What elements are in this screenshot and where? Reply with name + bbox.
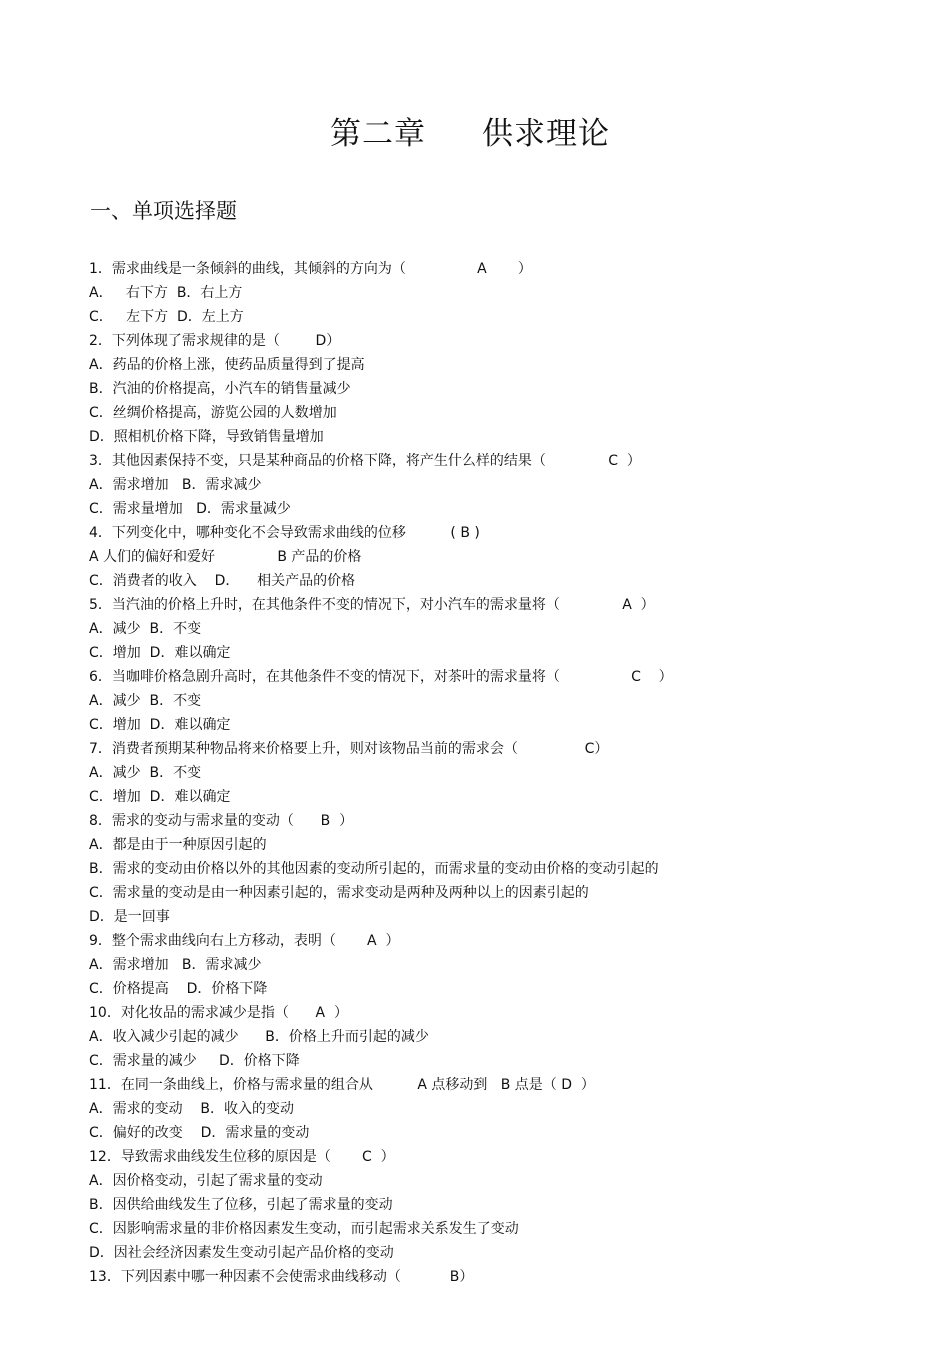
- question-line: A．收入减少引起的减少 B．价格上升而引起的减少: [89, 1029, 429, 1045]
- question-line: B．需求的变动由价格以外的其他因素的变动所引起的，而需求量的变动由价格的变动引起的: [89, 861, 659, 877]
- question-line: C．需求量的减少 D．价格下降: [89, 1053, 300, 1069]
- question-line: D．是一回事: [89, 909, 170, 925]
- question-line: A．减少 B．不变: [89, 765, 202, 781]
- question-line: 11．在同一条曲线上，价格与需求量的组合从 A 点移动到 B 点是（ D ）: [89, 1077, 595, 1093]
- question-line: A 人们的偏好和爱好 B 产品的价格: [89, 549, 362, 565]
- question-line: 8．需求的变动与需求量的变动（ B ）: [89, 813, 354, 829]
- question-line: 6．当咖啡价格急剧升高时，在其他条件不变的情况下，对茶叶的需求量将（ C ）: [89, 669, 673, 685]
- question-line: A．需求的变动 B．收入的变动: [89, 1101, 294, 1117]
- question-line: A．需求增加 B．需求减少: [89, 957, 262, 973]
- question-list: [89, 257, 909, 1289]
- question-line: C．需求量增加 D．需求量减少: [89, 501, 291, 517]
- question-line: 10．对化妆品的需求减少是指（ A ）: [89, 1005, 348, 1021]
- question-line: A． 右下方 B．右上方: [89, 285, 243, 301]
- question-line: A．都是由于一种原因引起的: [89, 837, 267, 853]
- chapter-name: 供求理论: [482, 116, 610, 152]
- question-line: 1．需求曲线是一条倾斜的曲线，其倾斜的方向为（ A ）: [89, 261, 532, 277]
- question-line: 9．整个需求曲线向右上方移动，表明（ A ）: [89, 933, 400, 949]
- question-line: 4．下列变化中，哪种变化不会导致需求曲线的位移 ( B ): [89, 525, 480, 541]
- chapter-number: 第二章: [330, 116, 426, 152]
- question-line: C．增加 D．难以确定: [89, 789, 231, 805]
- question-line: A．需求增加 B．需求减少: [89, 477, 262, 493]
- question-line: A．药品的价格上涨，使药品质量得到了提高: [89, 357, 365, 373]
- question-line: 13．下列因素中哪一种因素不会使需求曲线移动（ B）: [89, 1269, 474, 1285]
- question-line: C．偏好的改变 D．需求量的变动: [89, 1125, 310, 1141]
- section-heading: 一、单项选择题: [90, 199, 237, 223]
- question-line: 2．下列体现了需求规律的是（ D）: [89, 333, 341, 349]
- question-line: B．因供给曲线发生了位移，引起了需求量的变动: [89, 1197, 393, 1213]
- question-line: A．减少 B．不变: [89, 693, 202, 709]
- question-line: 12．导致需求曲线发生位移的原因是（ C ）: [89, 1149, 395, 1165]
- question-line: A．减少 B．不变: [89, 621, 202, 637]
- question-line: C．价格提高 D．价格下降: [89, 981, 268, 997]
- question-line: C．消费者的收入 D． 相关产品的价格: [89, 573, 356, 589]
- question-line: D．因社会经济因素发生变动引起产品价格的变动: [89, 1245, 394, 1261]
- question-line: C．丝绸价格提高，游览公园的人数增加: [89, 405, 337, 421]
- question-line: 7．消费者预期某种物品将来价格要上升，则对该物品当前的需求会（ C）: [89, 741, 609, 757]
- question-line: C．因影响需求量的非价格因素发生变动，而引起需求关系发生了变动: [89, 1221, 519, 1237]
- question-line: A．因价格变动，引起了需求量的变动: [89, 1173, 323, 1189]
- question-line: D．照相机价格下降，导致销售量增加: [89, 429, 324, 445]
- question-line: C．需求量的变动是由一种因素引起的，需求变动是两种及两种以上的因素引起的: [89, 885, 589, 901]
- question-line: C．增加 D．难以确定: [89, 717, 231, 733]
- chapter-title: [0, 108, 940, 153]
- question-line: C． 左下方 D．左上方: [89, 309, 244, 325]
- question-line: B．汽油的价格提高，小汽车的销售量减少: [89, 381, 351, 397]
- question-line: 3．其他因素保持不变，只是某种商品的价格下降，将产生什么样的结果（ C ）: [89, 453, 641, 469]
- question-line: C．增加 D．难以确定: [89, 645, 231, 661]
- question-line: 5．当汽油的价格上升时，在其他条件不变的情况下，对小汽车的需求量将（ A ）: [89, 597, 655, 613]
